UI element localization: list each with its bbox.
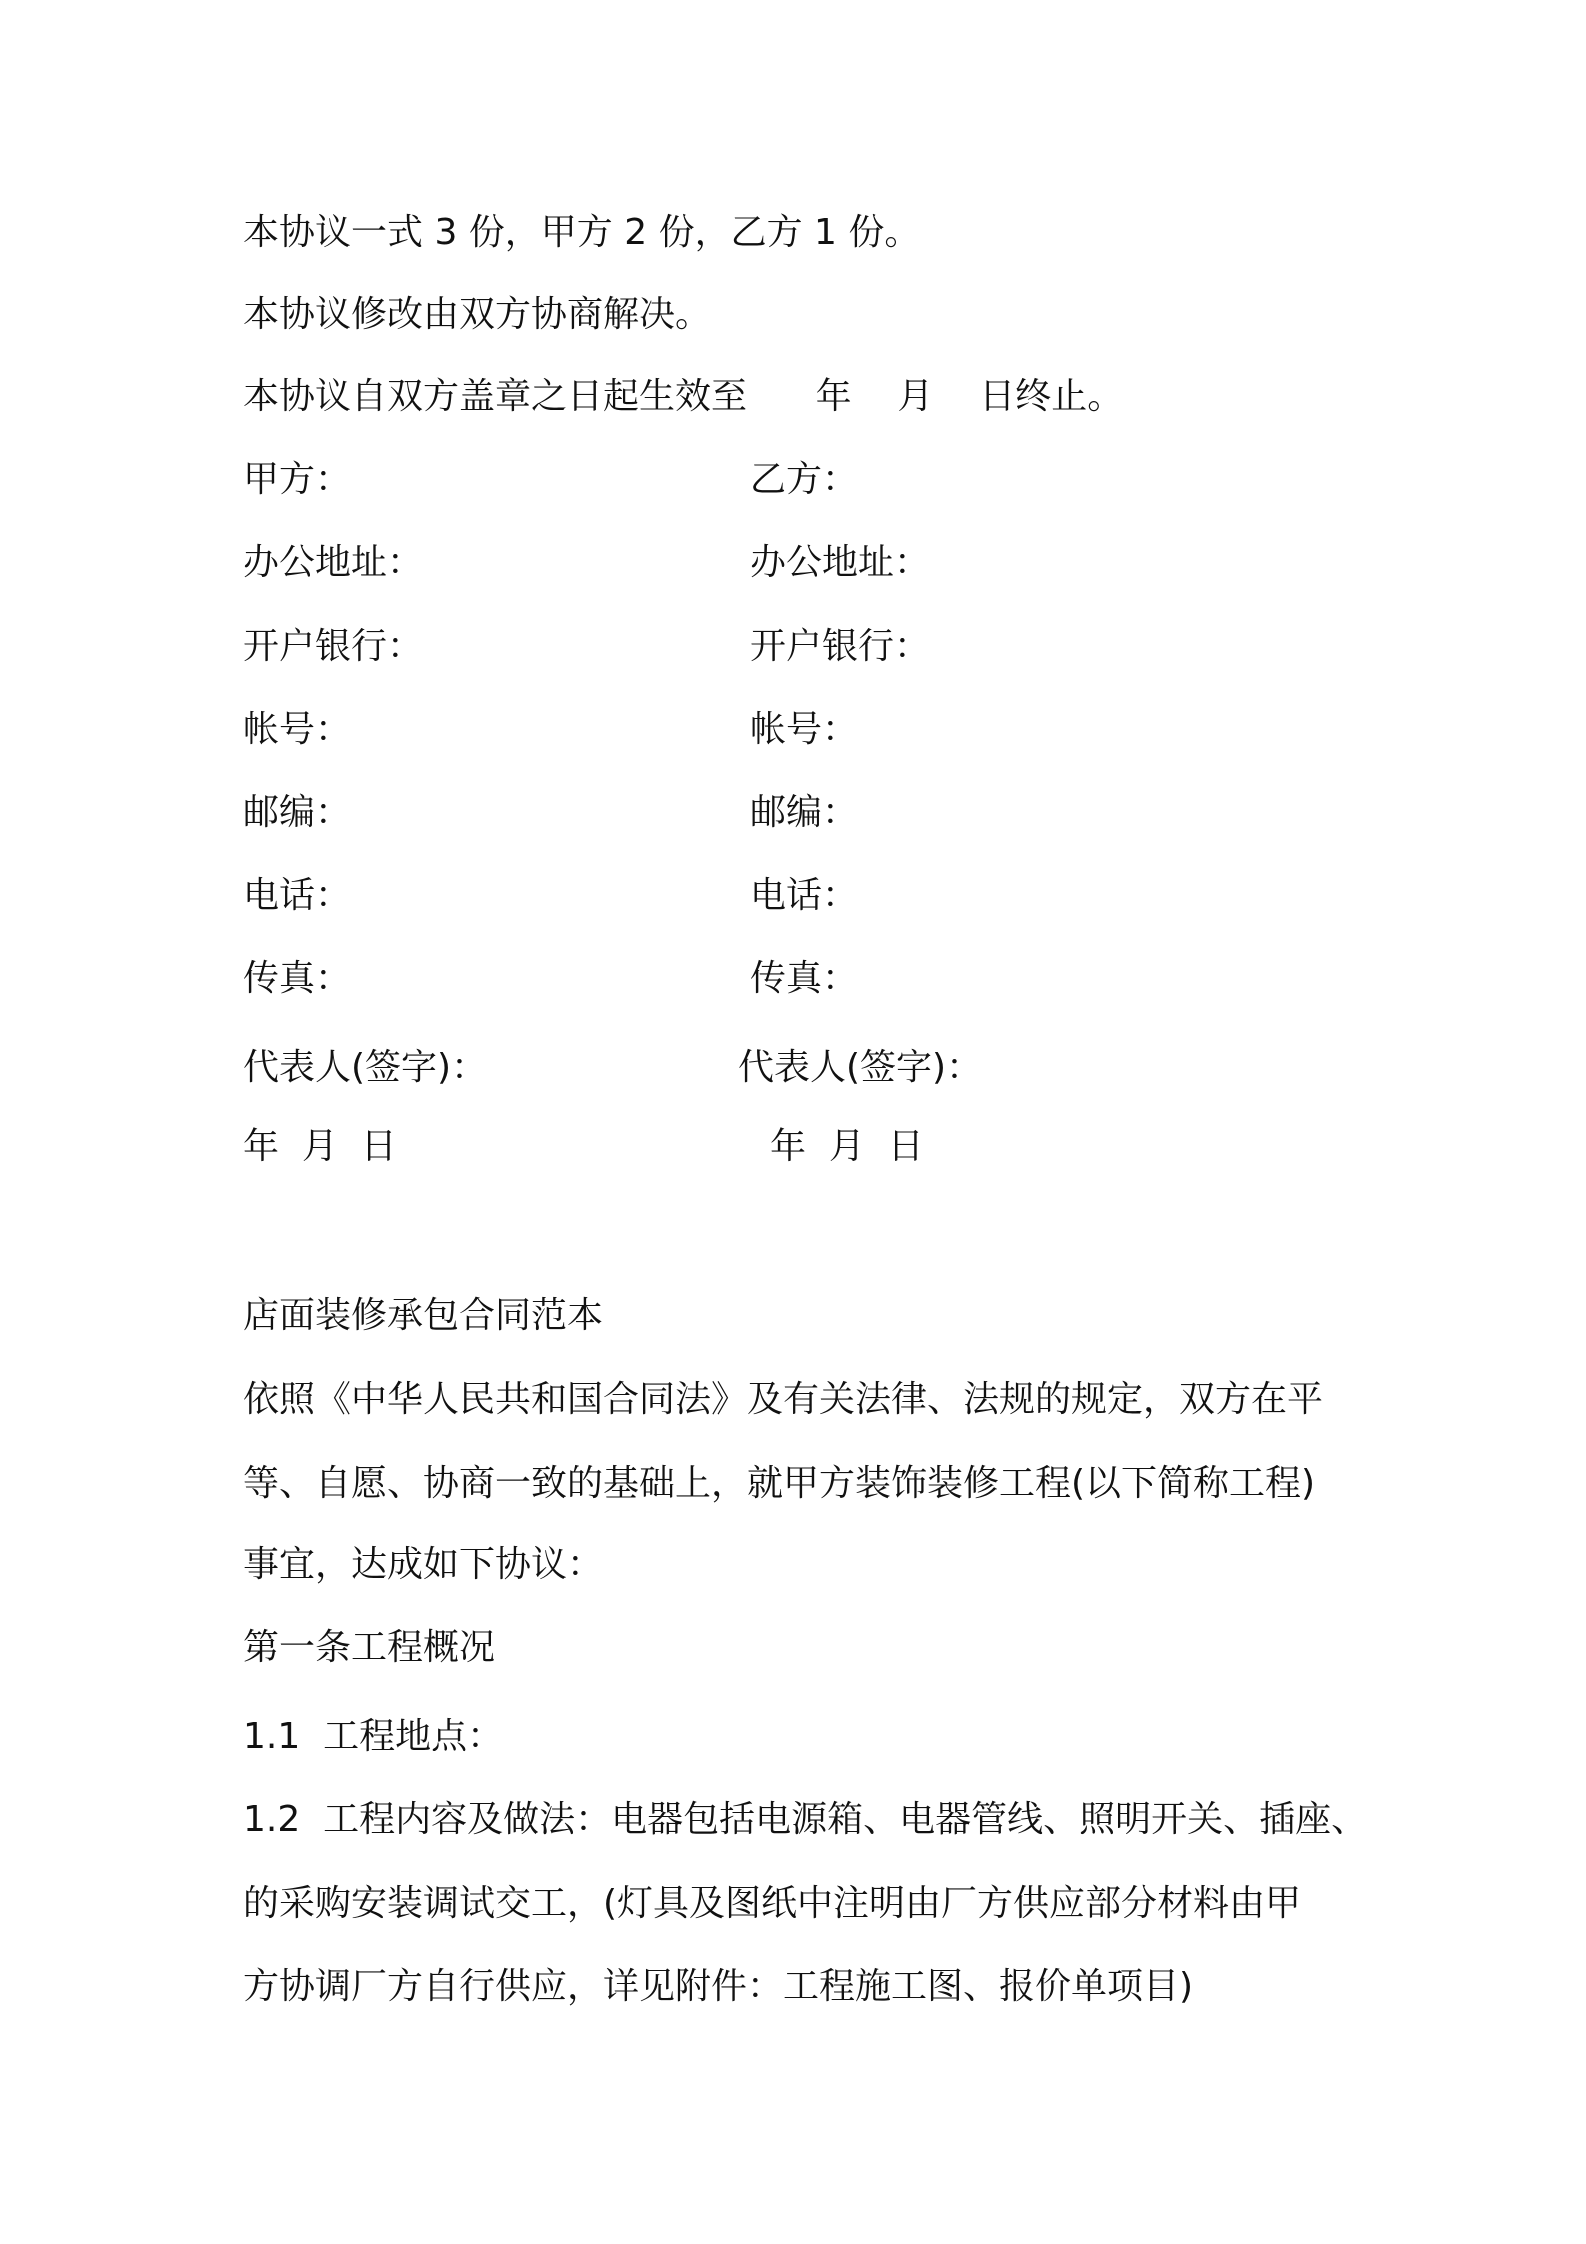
party-a-address: 办公地址： — [243, 542, 424, 583]
party-b-label: 乙方： — [750, 459, 859, 500]
party-b-representative: 代表人(签字)： — [738, 1047, 983, 1088]
party-a-fax: 传真： — [243, 958, 352, 999]
copies-clause: 本协议一式 3 份，甲方 2 份，乙方 1 份。 — [243, 212, 921, 253]
intro-line-3: 事宜，达成如下协议： — [243, 1544, 604, 1585]
item-1-2-line-1: 1.2 工程内容及做法：电器包括电源箱、电器管线、照明开关、插座、 — [243, 1799, 1368, 1840]
party-a-representative: 代表人(签字)： — [243, 1047, 488, 1088]
party-a-postcode: 邮编： — [243, 792, 352, 833]
amendment-clause: 本协议修改由双方协商解决。 — [243, 294, 712, 335]
effective-clause: 本协议自双方盖章之日起生效至 年 月 日终止。 — [243, 376, 1124, 417]
party-a-account: 帐号： — [243, 709, 352, 750]
intro-line-2: 等、自愿、协商一致的基础上，就甲方装饰装修工程(以下简称工程) — [243, 1463, 1316, 1504]
intro-line-1: 依照《中华人民共和国合同法》及有关法律、法规的规定，双方在平 — [243, 1379, 1324, 1420]
party-b-fax: 传真： — [750, 958, 859, 999]
party-b-bank: 开户银行： — [750, 626, 931, 667]
party-b-date: 年 月 日 — [770, 1126, 924, 1167]
item-1-1: 1.1 工程地点： — [243, 1716, 504, 1757]
party-b-postcode: 邮编： — [750, 792, 859, 833]
party-b-account: 帐号： — [750, 709, 859, 750]
article-1-heading: 第一条工程概况 — [243, 1627, 496, 1668]
party-a-label: 甲方： — [243, 459, 352, 500]
item-1-2-line-2: 的采购安装调试交工，(灯具及图纸中注明由厂方供应部分材料由甲 — [243, 1883, 1302, 1924]
party-a-bank: 开户银行： — [243, 626, 424, 667]
party-a-date: 年 月 日 — [243, 1126, 397, 1167]
party-b-address: 办公地址： — [750, 542, 931, 583]
party-b-phone: 电话： — [750, 875, 859, 916]
contract-title: 店面装修承包合同范本 — [243, 1295, 604, 1336]
item-1-2-line-3: 方协调厂方自行供应，详见附件：工程施工图、报价单项目) — [243, 1966, 1194, 2007]
party-a-phone: 电话： — [243, 875, 352, 916]
